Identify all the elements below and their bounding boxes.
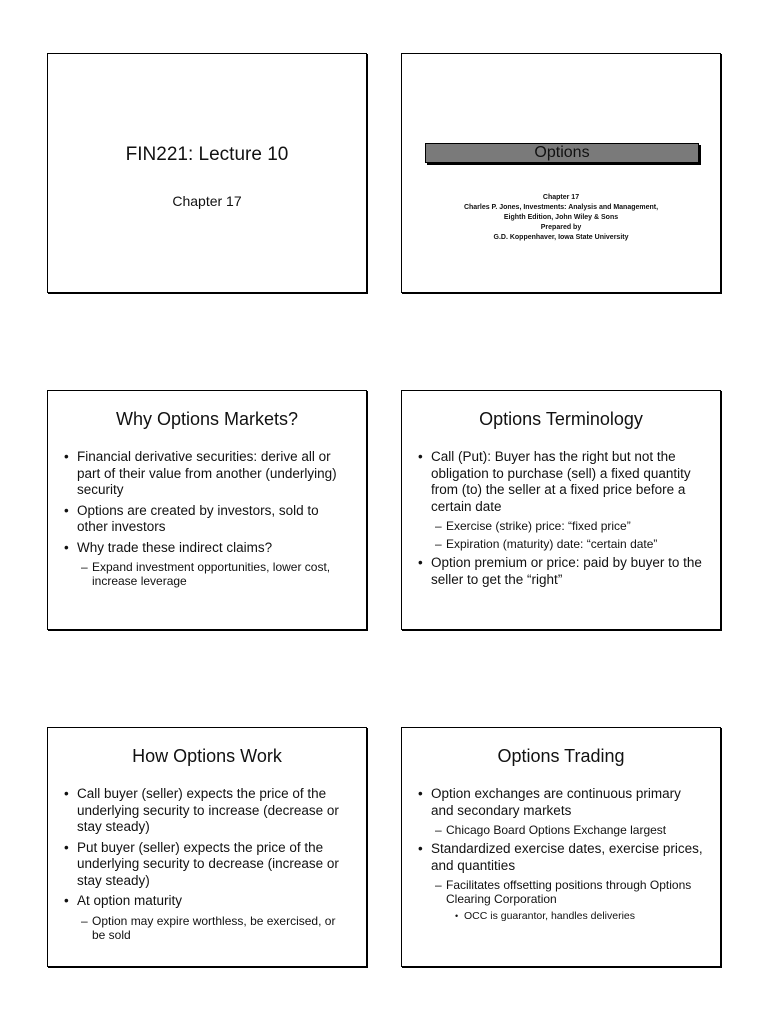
sub-bullet-item: – Exercise (strike) price: “fixed price” xyxy=(418,519,706,533)
slide-cover xyxy=(47,53,367,293)
bullet-item: • Options are created by investors, sold to other investors xyxy=(64,503,352,536)
lecture-title: FIN221: Lecture 10 xyxy=(125,144,289,165)
slide-body xyxy=(64,449,352,592)
sub-sub-bullet-item: • OCC is guarantor, handles deliveries xyxy=(418,910,706,923)
slide-body xyxy=(418,786,706,926)
bullet-item: • Call buyer (seller) expects the price of the underlying security to increase (decrease or stay steady) xyxy=(64,786,352,836)
slide-options-title xyxy=(401,53,721,293)
slide-credits xyxy=(402,193,720,243)
bullet-item: • Why trade these indirect claims? xyxy=(64,540,352,557)
slide-options-terminology xyxy=(401,390,721,630)
slide-why-options-markets xyxy=(47,390,367,630)
slide-title-band: Options xyxy=(425,143,699,163)
slide-title: Options Trading xyxy=(497,746,625,766)
sub-bullet-item: – Chicago Board Options Exchange largest xyxy=(418,823,706,837)
bullet-item: • Option exchanges are continuous primary and secondary markets xyxy=(418,786,706,819)
sub-bullet-item: – Expiration (maturity) date: “certain date” xyxy=(418,537,706,551)
slide-title: Options Terminology xyxy=(479,409,643,429)
sub-bullet-item: – Option may expire worthless, be exercised, or be sold xyxy=(64,914,352,942)
slide-title: Why Options Markets? xyxy=(115,409,299,429)
slide-body xyxy=(64,786,352,946)
sub-bullet-item: – Facilitates offsetting positions through Options Clearing Corporation xyxy=(418,878,706,906)
slide-how-options-work xyxy=(47,727,367,967)
bullet-item: • Call (Put): Buyer has the right but not the obligation to purchase (sell) a fixed quantity from (to) the seller at a fixed price before a certain date xyxy=(418,449,706,515)
credits-line: Eighth Edition, John Wiley & Sons xyxy=(503,214,619,221)
chapter-label: Chapter 17 xyxy=(172,193,242,209)
credits-line: Chapter 17 xyxy=(542,194,580,201)
bullet-item: • Standardized exercise dates, exercise prices, and quantities xyxy=(418,841,706,874)
credits-line: Prepared by xyxy=(540,224,582,231)
slide-body xyxy=(418,449,706,592)
bullet-item: • Financial derivative securities: derive all or part of their value from another (underlying) security xyxy=(64,449,352,499)
bullet-item: • Option premium or price: paid by buyer to the seller to get the “right” xyxy=(418,555,706,588)
sub-bullet-item: – Expand investment opportunities, lower cost, increase leverage xyxy=(64,560,352,588)
slide-options-trading xyxy=(401,727,721,967)
bullet-item: • Put buyer (seller) expects the price of the underlying security to decrease (increase or stay steady) xyxy=(64,840,352,890)
bullet-item: • At option maturity xyxy=(64,893,352,910)
credits-line: Charles P. Jones, Investments: Analysis and Management, xyxy=(463,204,659,211)
slide-title: How Options Work xyxy=(132,746,282,766)
credits-line: G.D. Koppenhaver, Iowa State University xyxy=(493,234,629,241)
